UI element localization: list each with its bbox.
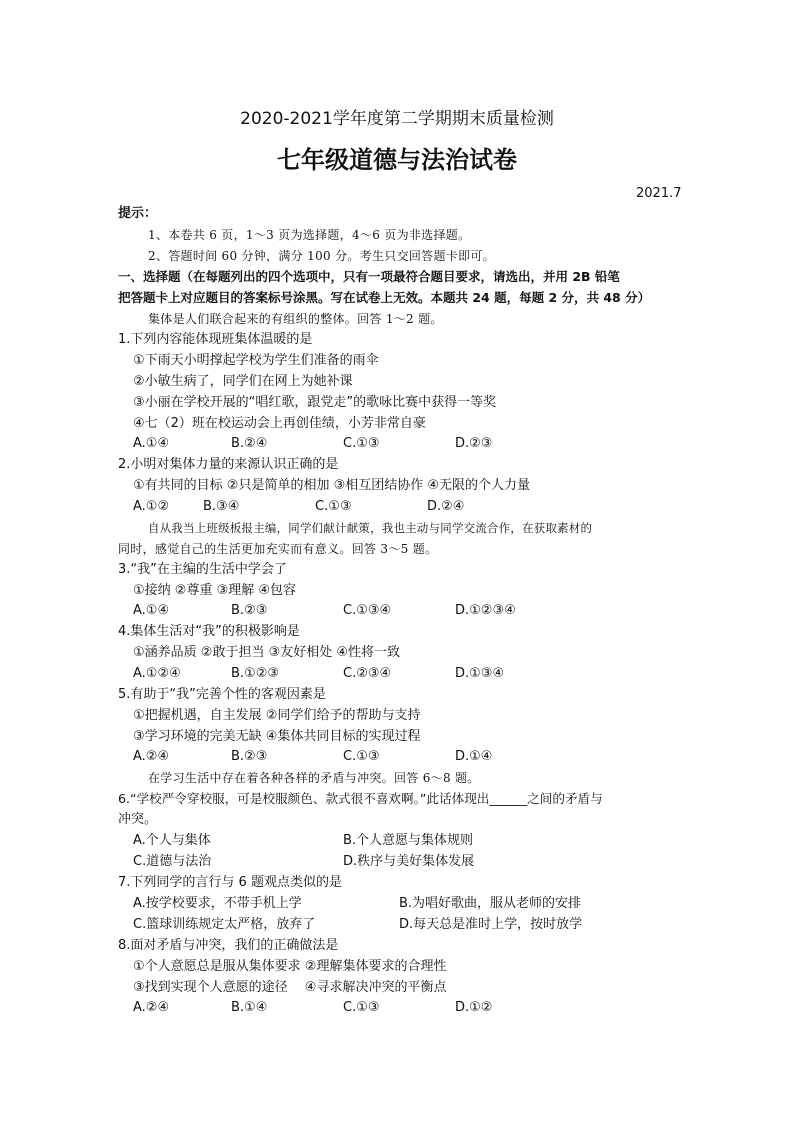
question-stem: 4.集体生活对“我”的积极影响是: [118, 624, 300, 639]
exam-subject-title: 七年级道德与法治试卷: [277, 146, 517, 174]
option-d: D.①③④: [455, 666, 505, 681]
option-c: C.①③: [343, 749, 380, 764]
option-a: A.按学校要求，不带手机上学: [133, 896, 302, 911]
material-text: 集体是人们联合起来的有组织的整体。回答 1～2 题。: [148, 312, 443, 326]
question-stem: 7.下列同学的言行与 6 题观点类似的是: [118, 875, 342, 890]
option-b: B.①②③: [231, 666, 280, 681]
question-item: ②小敏生病了，同学们在网上为她补课: [133, 374, 353, 389]
section1-intro: 一、选择题（在每题列出的四个选项中，只有一项最符合题目要求，请选出，并用 2B 铅笔: [118, 269, 620, 284]
question-item: ①接纳 ②尊重 ③理解 ④包容: [133, 583, 297, 598]
option-c: C.①③④: [343, 603, 392, 618]
option-a: A.①④: [133, 436, 170, 451]
section1-intro: 把答题卡上对应题目的答案标号涂黑。写在试卷上无效。本题共 24 题，每题 2 分，共 48 分）: [118, 290, 651, 305]
option-a: A.②④: [133, 1000, 170, 1015]
option-d: D.秩序与美好集体发展: [343, 854, 475, 869]
question-stem: 冲突。: [118, 812, 158, 827]
option-d: D.每天总是准时上学，按时放学: [399, 917, 583, 932]
question-item: ③小丽在学校开展的“唱红歌，跟党走”的歌咏比赛中获得一等奖: [133, 395, 497, 410]
question-item: ①有共同的目标 ②只是简单的相加 ③相互团结协作 ④无限的个人力量: [133, 478, 531, 493]
question-stem: 6.“学校严令穿校服，可是校服颜色、款式很不喜欢啊。”此话体现出______之间的矛盾与: [118, 791, 603, 806]
option-c: C.②③④: [343, 666, 392, 681]
exam-period-title: 2020-2021学年度第二学期期末质量检测: [240, 109, 554, 129]
option-a: A.个人与集体: [133, 833, 211, 848]
option-d: D.①④: [455, 749, 493, 764]
exam-date: 2021.7: [636, 186, 682, 201]
question-item: ①把握机遇，自主发展 ②同学们给予的帮助与支持: [133, 708, 421, 723]
option-b: B.个人意愿与集体规则: [343, 833, 474, 848]
question-item: ①下雨天小明撑起学校为学生们准备的雨伞: [133, 353, 379, 368]
option-c: C.①③: [343, 1000, 380, 1015]
option-a: A.②④: [133, 749, 170, 764]
material-text: 同时，感觉自己的生活更加充实而有意义。回答 3～5 题。: [118, 542, 438, 556]
option-b: B.②③: [231, 749, 268, 764]
question-stem: 1.下列内容能体现班集体温暖的是: [118, 332, 313, 347]
option-c: C.道德与法治: [133, 854, 212, 869]
option-c: C.篮球训练规定太严格，放弃了: [133, 917, 316, 932]
option-c: C.①③: [343, 436, 380, 451]
material-text: 自从我当上班级板报主编，同学们献计献策，我也主动与同学交流合作，在获取素材的: [148, 521, 593, 535]
material-text: 在学习生活中存在着各种各样的矛盾与冲突。回答 6～8 题。: [148, 771, 480, 785]
option-d: D.①②: [455, 1000, 493, 1015]
question-item: ④七（2）班在校运动会上再创佳绩，小芳非常自豪: [133, 416, 426, 431]
notes-heading: 提示：: [118, 206, 158, 221]
option-c: C.①③: [315, 499, 352, 514]
question-stem: 3.“我”在主编的生活中学会了: [118, 562, 287, 577]
option-b: B.③④: [203, 499, 240, 514]
question-stem: 5.有助于“我”完善个性的客观因素是: [118, 687, 326, 702]
option-b: B.①④: [231, 1000, 268, 1015]
option-b: B.②③: [231, 603, 268, 618]
option-a: A.①②: [133, 499, 170, 514]
question-item: ③学习环境的完美无缺 ④集体共同目标的实现过程: [133, 729, 421, 744]
question-item: ①个人意愿总是服从集体要求 ②理解集体要求的合理性: [133, 959, 447, 974]
question-stem: 2.小明对集体力量的来源认识正确的是: [118, 457, 339, 472]
option-d: D.②③: [455, 436, 493, 451]
option-d: D.②④: [427, 499, 465, 514]
note-item: 1、本卷共 6 页，1～3 页为选择题，4～6 页为非选择题。: [148, 228, 471, 242]
option-a: A.①②④: [133, 666, 181, 681]
option-d: D.①②③④: [455, 603, 516, 618]
question-item: ①涵养品质 ②敢于担当 ③友好相处 ④性将一致: [133, 645, 401, 660]
question-item: ③找到实现个人意愿的途径 ④寻求解决冲突的平衡点: [133, 980, 447, 995]
option-a: A.①④: [133, 603, 170, 618]
option-b: B.②④: [231, 436, 268, 451]
option-b: B.为唱好歌曲，服从老师的安排: [399, 896, 582, 911]
question-stem: 8.面对矛盾与冲突，我们的正确做法是: [118, 938, 339, 953]
note-item: 2、答题时间 60 分钟，满分 100 分。考生只交回答题卡即可。: [148, 249, 495, 263]
